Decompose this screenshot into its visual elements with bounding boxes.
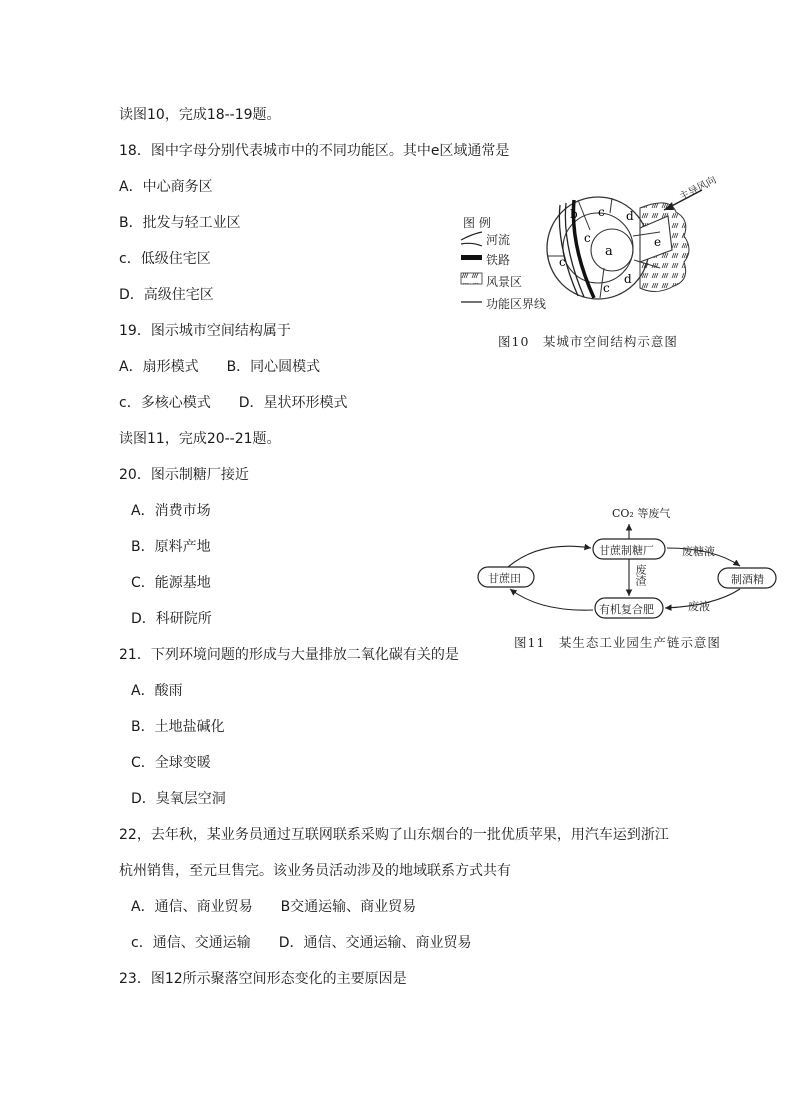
factory-label: 甘蔗制糖厂 <box>599 544 654 557</box>
liquid-label: 废液 <box>688 600 710 613</box>
legend-title: 图 例 <box>463 216 491 230</box>
question-20: 20．图示制糖厂接近 <box>119 467 249 483</box>
zone-c: c <box>603 281 610 295</box>
legend-railway: 铁路 <box>486 253 511 267</box>
wind-label: 主导风向 <box>677 174 719 204</box>
text-line: 读图10，完成18--19题。 <box>119 107 281 123</box>
option-b: B．土地盐碱化 <box>131 719 225 735</box>
zone-e: e <box>654 235 662 249</box>
fertilizer-to-field-arrow <box>510 589 593 610</box>
options-19-ab: A．扇形模式 B．同心圆模式 <box>119 359 321 375</box>
zone-d: d <box>624 272 632 286</box>
option-c: C．全球变暖 <box>131 755 211 771</box>
option-a: A．中心商务区 <box>119 179 213 195</box>
question-22-cont: 杭州销售，至元旦售完。该业务员活动涉及的地域联系方式共有 <box>119 863 511 879</box>
figure-10-caption: 图10 某城市空间结构示意图 <box>498 334 678 349</box>
question-18: 18．图中字母分别代表城市中的不同功能区。其中e区域通常是 <box>119 143 510 159</box>
fertilizer-label: 有机复合肥 <box>599 603 654 616</box>
legend-river: 河流 <box>486 233 511 247</box>
option-d: D．科研院所 <box>131 611 212 627</box>
zone-b: b <box>570 207 578 221</box>
field-to-factory-arrow <box>508 546 591 567</box>
zone-c: c <box>598 205 605 219</box>
question-22: 22，去年秋，某业务员通过互联网联系采购了山东烟台的一批优质苹果，用汽车运到浙江 <box>119 827 669 843</box>
options-19-cd: c．多核心模式 D．星状环形模式 <box>119 395 348 411</box>
option-b: B．原料产地 <box>131 539 211 555</box>
option-c: C．能源基地 <box>131 575 211 591</box>
option-c: c．低级住宅区 <box>119 251 211 267</box>
zone-d: d <box>626 209 634 223</box>
figure-11-caption: 图11 某生态工业园生产链示意图 <box>514 635 721 650</box>
option-b: B．批发与轻工业区 <box>119 215 241 231</box>
co2-label: CO₂ 等废气 <box>612 507 671 520</box>
option-d: D．高级住宅区 <box>119 287 214 303</box>
options-22-cd: c．通信、交通运输 D．通信、交通运输、商业贸易 <box>131 935 472 951</box>
zone-a: a <box>605 244 613 259</box>
legend-scenic: 风景区 <box>486 275 523 289</box>
zone-c: c <box>584 231 591 245</box>
field-label: 甘蔗田 <box>488 572 521 585</box>
legend-boundary: 功能区界线 <box>486 297 547 311</box>
options-22-ab: A．通信、商业贸易 B交通运输、商业贸易 <box>131 899 417 915</box>
zone-c: c <box>559 255 566 269</box>
option-a: A．消费市场 <box>131 503 211 519</box>
question-21: 21．下列环境问题的形成与大量排放二氧化碳有关的是 <box>119 647 459 663</box>
winery-label: 制酒精 <box>731 573 764 586</box>
text-line: 读图11，完成20--21题。 <box>119 431 281 447</box>
option-a: A．酸雨 <box>131 683 183 699</box>
molasses-label: 废糖液 <box>682 545 715 558</box>
question-19: 19．图示城市空间结构属于 <box>119 323 291 339</box>
question-23: 23．图12所示聚落空间形态变化的主要原因是 <box>119 971 407 987</box>
option-d: D．臭氧层空洞 <box>131 791 226 807</box>
residue-label: 废渣 <box>634 564 647 586</box>
